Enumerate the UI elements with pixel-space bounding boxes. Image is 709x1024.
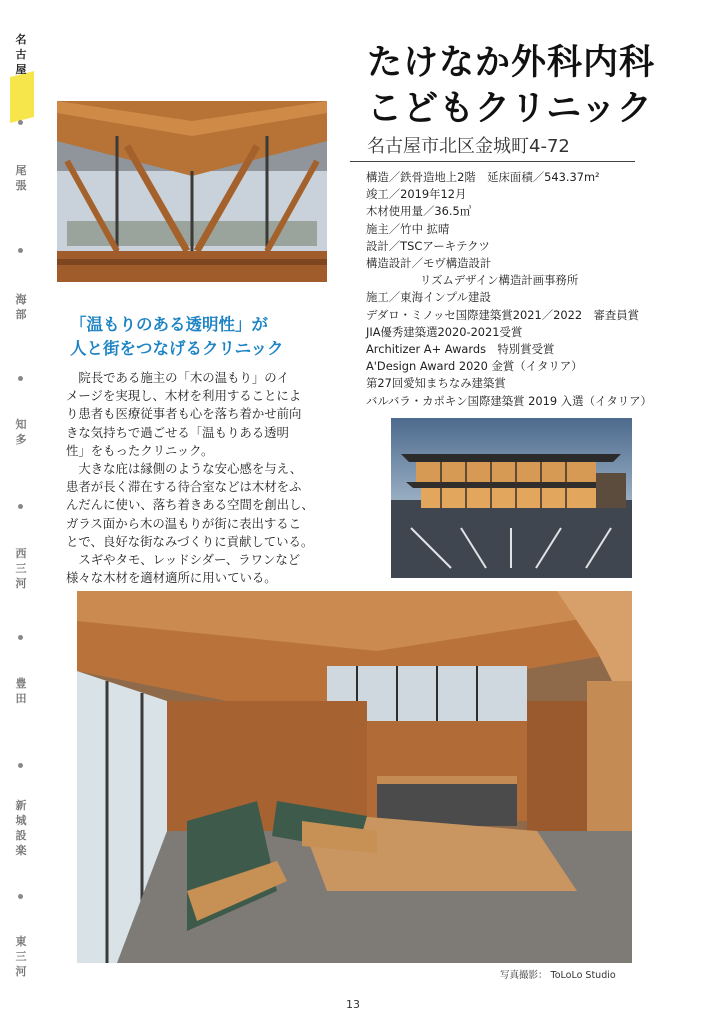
spec-item: 施主／竹中 拡晴 bbox=[366, 221, 450, 236]
spec-item: 施工／東海インプル建設 bbox=[366, 290, 491, 305]
title-divider bbox=[350, 161, 635, 162]
title-line-1: たけなか外科内科 bbox=[367, 43, 656, 83]
heading-line-1: 「温もりのある透明性」が bbox=[70, 315, 268, 334]
body-line: メージを実現し、木材を利用することによ bbox=[66, 388, 302, 404]
title-line-2: こどもクリニック bbox=[367, 89, 653, 129]
spec-item: 木材使用量／36.5㎥ bbox=[366, 204, 472, 219]
body-line: スギやタモ、レッドシダー、ラワンなど bbox=[66, 552, 301, 568]
page-number: 13 bbox=[346, 998, 360, 1011]
spec-item: 設計／TSCアーキテクツ bbox=[366, 238, 490, 253]
region-ama[interactable]: 海部 bbox=[15, 293, 27, 321]
spec-item: デダロ・ミノッセ国際建築賞2021／2022 審査員賞 bbox=[366, 307, 640, 322]
body-line: んだんに使い、落ち着きある空間を創出し、 bbox=[66, 497, 314, 513]
region-separator bbox=[18, 894, 23, 899]
spec-list bbox=[366, 169, 702, 410]
spec-item: バルバラ・カポキン国際建築賞 2019 入選（イタリア） bbox=[366, 393, 652, 408]
spec-item: Architizer A+ Awards 特別賞受賞 bbox=[366, 342, 555, 357]
region-separator bbox=[18, 248, 23, 253]
spec-item: 竣工／2019年12月 bbox=[366, 187, 467, 202]
active-region-highlight bbox=[10, 71, 34, 123]
article-heading bbox=[70, 313, 284, 361]
body-line: り患者も医療従事者も心を落ち着かせ前向 bbox=[66, 406, 302, 422]
region-separator bbox=[18, 504, 23, 509]
interior-upper-photo bbox=[57, 101, 327, 282]
waiting-room-photo bbox=[77, 591, 632, 963]
body-line: 大きな庇は縁側のような安心感を与え、 bbox=[66, 461, 303, 477]
spec-item: リズムデザイン構造計画事務所 bbox=[420, 273, 579, 288]
body-line: 様々な木材を適材適所に用いている。 bbox=[66, 570, 277, 586]
photo-credit: 写真撮影： ToLoLo Studio bbox=[500, 970, 616, 981]
body-line: ガラス面から木の温もりが街に表出するこ bbox=[66, 515, 302, 531]
region-separator bbox=[18, 120, 23, 125]
clinic-address: 名古屋市北区金城町4-72 bbox=[367, 136, 570, 157]
region-separator bbox=[18, 635, 23, 640]
body-line: 性」をもったクリニック。 bbox=[66, 442, 214, 458]
spec-item: A'Design Award 2020 金賞（イタリア） bbox=[366, 359, 583, 374]
region-toyota[interactable]: 豊田 bbox=[15, 677, 27, 705]
region-separator bbox=[18, 376, 23, 381]
exterior-dusk-photo bbox=[391, 418, 632, 578]
region-nagoya[interactable]: 名古屋 bbox=[15, 33, 27, 76]
region-separator bbox=[18, 763, 23, 768]
body-line: とで、良好な街なみづくりに貢献している。 bbox=[66, 533, 314, 549]
article-body bbox=[66, 369, 356, 587]
spec-item: 構造／鉄骨造地上2階 延床面積／543.37m² bbox=[366, 170, 600, 184]
region-nishimikawa[interactable]: 西三河 bbox=[15, 547, 27, 590]
spec-item: JIA優秀建築選2020-2021受賞 bbox=[366, 324, 523, 339]
spec-item: 構造設計／モヴ構造設計 bbox=[366, 256, 492, 271]
body-line: 患者が長く滞在する待合室などは木材をふ bbox=[66, 479, 302, 495]
heading-line-2: 人と街をつなげるクリニック bbox=[70, 339, 284, 358]
body-line: 院長である施主の「木の温もり」のイ bbox=[66, 370, 290, 385]
region-owari[interactable]: 尾張 bbox=[15, 164, 27, 192]
spec-item: 第27回愛知まちなみ建築賞 bbox=[366, 376, 506, 391]
body-line: きな気持ちで過ごせる「温もりある透明 bbox=[66, 424, 289, 440]
region-shinshiro-shitara[interactable]: 新城設楽 bbox=[15, 799, 27, 857]
region-higashimikawa[interactable]: 東三河 bbox=[15, 935, 27, 978]
region-chita[interactable]: 知多 bbox=[15, 418, 27, 446]
page-title bbox=[367, 40, 697, 132]
